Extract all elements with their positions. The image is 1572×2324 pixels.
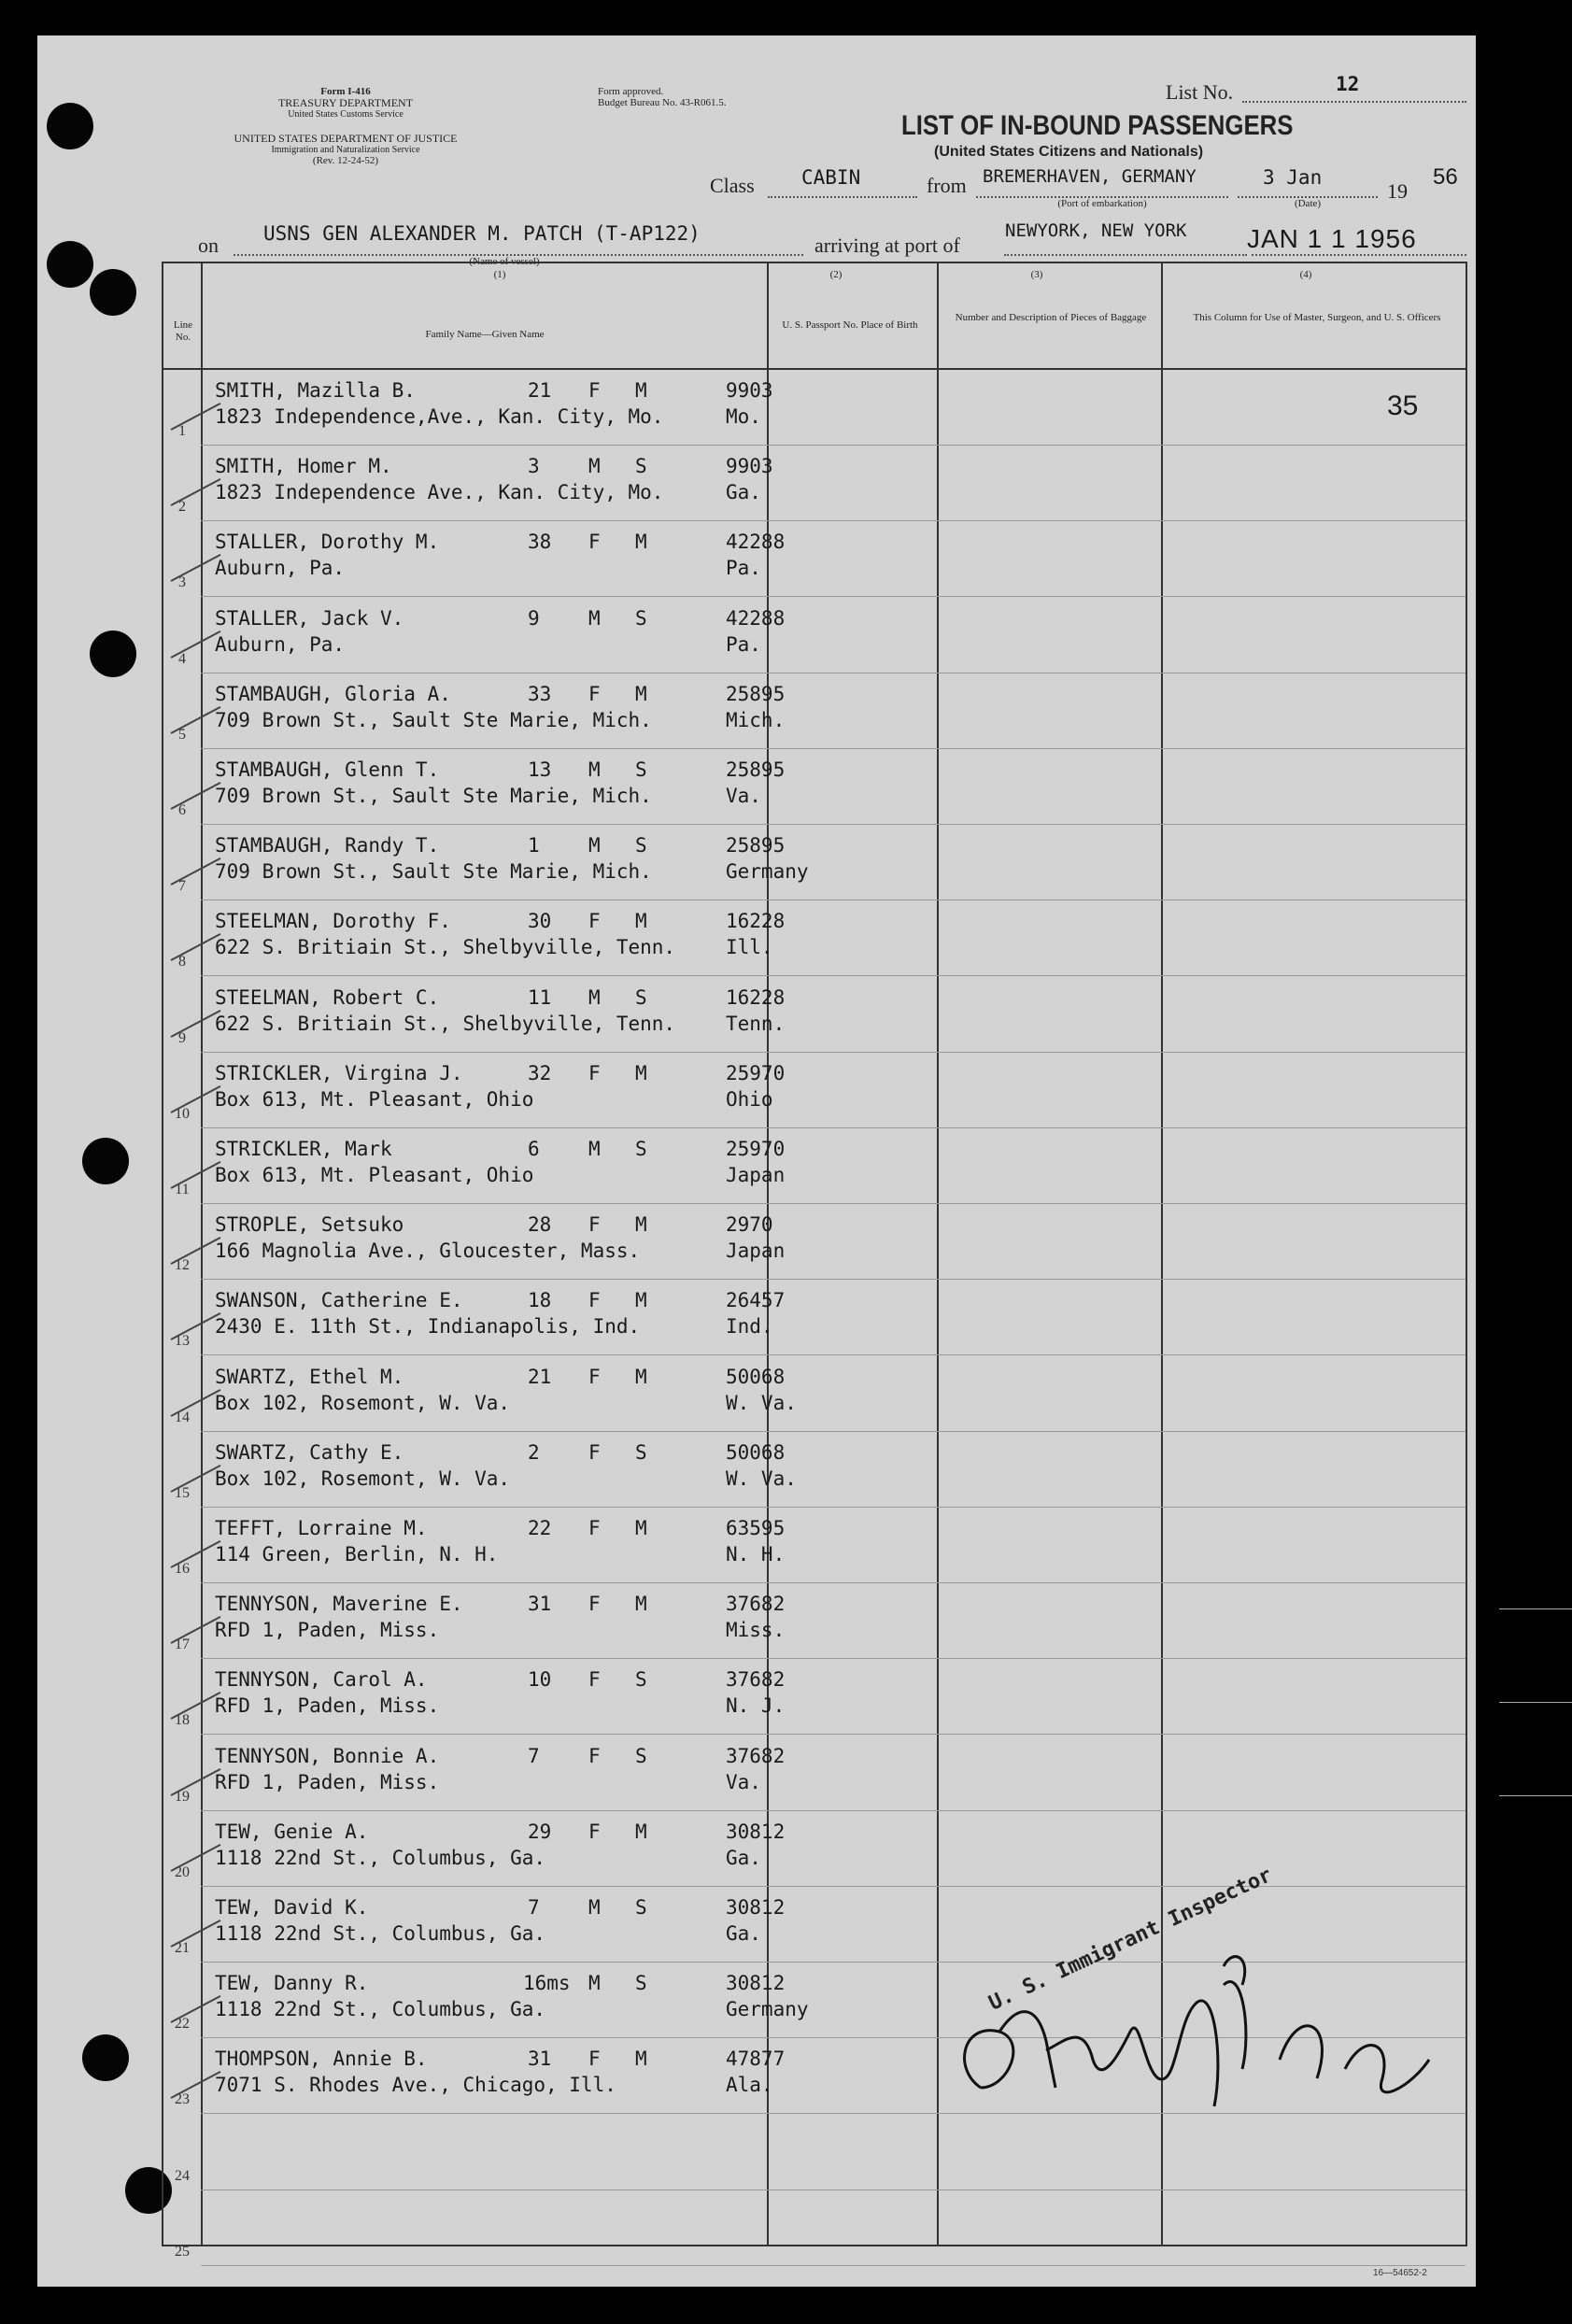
passport-number: 16228 [726,910,786,933]
passport-number: 30812 [726,1896,786,1919]
passenger-sex: F [588,1213,601,1237]
passenger-name: SMITH, Homer M. [215,455,392,478]
faint-mark [1499,1795,1572,1796]
passenger-name: STAMBAUGH, Glenn T. [215,758,440,781]
passenger-address: Box 102, Rosemont, W. Va. [215,1391,511,1414]
line-number: 14 [175,1409,190,1425]
table-row [163,446,1466,521]
line-number: 18 [175,1712,190,1729]
form-approved: Form approved. [598,86,664,97]
birthplace: Tenn. [726,1012,786,1035]
inspector-signature [943,1948,1466,2134]
passport-number: 50068 [726,1440,786,1464]
col-header-line: Line No. [173,319,193,343]
list-no-value: 12 [1336,73,1360,95]
arrival-date-stamp: JAN 1 1 1956 [1247,224,1417,253]
passenger-marital: M [635,2048,647,2071]
table-row [163,1204,1466,1280]
passenger-marital: M [635,379,647,402]
passport-number: 25895 [726,834,786,857]
passenger-marital: M [635,1289,647,1312]
table-row [163,370,1466,446]
passenger-sex: M [588,985,601,1009]
passenger-sex: M [588,1138,601,1160]
form-number: Form I-416 [320,86,371,97]
passenger-address: 622 S. Britiain St., Shelbyville, Tenn. [215,936,676,959]
arrival-line [1004,254,1247,256]
passenger-address: 1118 22nd St., Columbus, Ga. [215,1998,546,2021]
line-number: 4 [178,650,186,667]
passenger-marital: M [635,531,647,554]
passenger-name: STAMBAUGH, Gloria A. [215,682,451,705]
passport-number: 50068 [726,1365,786,1388]
arriving-label: arriving at port of [814,234,960,257]
passenger-age: 28 [528,1213,552,1237]
passenger-name: STROPLE, Setsuko [215,1213,404,1237]
birthplace: Ill. [726,936,773,959]
passenger-address: 2430 E. 11th St., Indianapolis, Ind. [215,1315,641,1339]
vessel-caption: (Name of vessel) [469,256,540,267]
col-header-officers: This Column for Use of Master, Surgeon, and U. S. Officers [1193,312,1441,323]
table-row [163,1432,1466,1508]
document-title: LIST OF IN-BOUND PASSENGERS [901,110,1294,141]
table-row [163,521,1466,597]
line-number: 1 [178,423,186,439]
passenger-marital: M [635,1820,647,1843]
birthplace: N. J. [726,1694,786,1718]
table-row [163,673,1466,749]
passenger-address: Auburn, Pa. [215,557,346,580]
caption-2: (2) [829,269,843,280]
list-no-label: List No. [1166,80,1234,104]
line-number: 8 [178,954,186,971]
justice-dept: UNITED STATES DEPARTMENT OF JUSTICE [234,132,458,145]
caption-1: (1) [493,269,506,280]
line-number: 19 [175,1788,190,1805]
passenger-age: 29 [528,1820,552,1843]
line-number: 25 [175,2243,190,2260]
line-number: 7 [178,878,186,895]
birthplace: Germany [726,1998,809,2021]
binder-hole [47,241,93,288]
table-row [163,749,1466,825]
birthplace: Ala. [726,2074,773,2097]
caption-4: (4) [1299,269,1312,280]
passenger-marital: M [635,1365,647,1388]
passenger-age: 9 [528,606,540,630]
passenger-name: SWARTZ, Cathy E. [215,1440,404,1464]
passenger-address: 1118 22nd St., Columbus, Ga. [215,1922,546,1945]
passenger-name: STEELMAN, Dorothy F. [215,910,451,933]
port-embark-caption: (Port of embarkation) [1057,198,1147,209]
passport-number: 25970 [726,1138,786,1160]
passenger-marital: S [635,1972,647,1995]
passenger-marital: S [635,1896,647,1919]
passenger-name: TEW, Genie A. [215,1820,369,1843]
from-label: from [927,174,967,197]
line-number: 15 [175,1484,190,1501]
binder-hole [82,1138,129,1184]
document-subtitle: (United States Citizens and Nationals) [934,144,1204,160]
line-number: 5 [178,726,186,743]
line-number: 23 [175,2091,190,2108]
line-number: 2 [178,499,186,516]
passport-number: 63595 [726,1517,786,1539]
passenger-name: STAMBAUGH, Randy T. [215,834,440,857]
passenger-name: STRICKLER, Virgina J. [215,1061,463,1084]
passenger-marital: S [635,1668,647,1692]
passenger-address: 709 Brown St., Sault Ste Marie, Mich. [215,860,652,884]
passenger-age: 31 [528,2048,552,2071]
passenger-sex: F [588,1517,601,1539]
passenger-age: 21 [528,1365,552,1388]
table-row [163,2190,1466,2266]
passenger-age: 11 [528,985,552,1009]
birthplace: W. Va. [726,1391,797,1414]
birthplace: Ind. [726,1315,773,1339]
passenger-sex: M [588,834,601,857]
passenger-age: 22 [528,1517,552,1539]
line-number: 22 [175,2016,190,2033]
passenger-marital: S [635,834,647,857]
passenger-name: TEW, Danny R. [215,1972,369,1995]
passenger-age: 38 [528,531,552,554]
class-line [768,196,917,198]
binder-hole [90,631,136,677]
passenger-age: 31 [528,1593,552,1616]
passenger-age: 10 [528,1668,552,1692]
passenger-sex: F [588,2048,601,2071]
passenger-address: 709 Brown St., Sault Ste Marie, Mich. [215,785,652,807]
col-header-baggage: Number and Description of Pieces of Baggage [955,312,1147,323]
passenger-age: 30 [528,910,552,933]
line-number: 11 [175,1182,190,1197]
passenger-age: 2 [528,1440,540,1464]
table-row [163,1053,1466,1128]
passenger-age: 7 [528,1896,540,1919]
binder-hole [47,103,93,149]
passenger-address: 622 S. Britiain St., Shelbyville, Tenn. [215,1012,676,1035]
printer-code: 16—54652-2 [1373,2268,1427,2278]
passport-number: 47877 [726,2048,786,2071]
passenger-address: RFD 1, Paden, Miss. [215,1619,440,1642]
birthplace: Va. [726,1770,761,1793]
table-row [163,1280,1466,1355]
line-number: 21 [175,1940,190,1956]
treasury-dept: TREASURY DEPARTMENT [277,96,414,109]
passport-number: 30812 [726,1820,786,1843]
passport-number: 37682 [726,1744,786,1767]
passenger-age: 18 [528,1289,552,1312]
table-row [163,1508,1466,1583]
passenger-name: SWARTZ, Ethel M. [215,1365,404,1388]
line-number: 3 [178,574,186,591]
binder-hole [82,2034,129,2081]
passenger-sex: F [588,910,601,933]
passenger-address: Box 613, Mt. Pleasant, Ohio [215,1087,534,1111]
passenger-sex: F [588,1744,601,1767]
table-row [163,1583,1466,1659]
passport-number: 9903 [726,455,773,478]
birthplace: Ohio [726,1087,773,1111]
passport-number: 9903 [726,379,773,402]
binder-hole [90,269,136,316]
line-number: 10 [175,1105,190,1122]
passenger-age: 3 [528,455,540,478]
birthplace: Va. [726,785,761,807]
on-label: on [198,234,219,257]
officer-annotation: 35 [1387,390,1419,421]
passenger-sex: F [588,1593,601,1616]
passenger-marital: S [635,1138,647,1160]
passenger-sex: M [588,455,601,478]
year-prefix: 19 [1387,179,1408,203]
passenger-address: RFD 1, Paden, Miss. [215,1694,440,1718]
passenger-address: 1823 Independence Ave., Kan. City, Mo. [215,481,664,504]
passport-number: 42288 [726,531,786,554]
arrival-port: NEWYORK, NEW YORK [1005,220,1187,241]
passenger-age: 33 [528,682,552,705]
table-row [163,598,1466,673]
table-row [163,977,1466,1053]
passenger-address: RFD 1, Paden, Miss. [215,1770,440,1793]
passenger-marital: M [635,1593,647,1616]
passenger-sex: F [588,1820,601,1843]
passenger-marital: M [635,1213,647,1237]
passport-number: 37682 [726,1593,786,1616]
passport-number: 25895 [726,682,786,705]
passenger-address: 709 Brown St., Sault Ste Marie, Mich. [215,708,652,731]
row-separator [201,2265,1466,2266]
passenger-age: 6 [528,1138,540,1160]
birthplace: Pa. [726,632,761,656]
passenger-marital: M [635,1517,647,1539]
line-number: 17 [175,1637,190,1653]
birthplace: Miss. [726,1619,786,1642]
passenger-sex: F [588,1365,601,1388]
line-number: 9 [178,1029,186,1046]
caption-3: (3) [1030,269,1043,280]
faint-mark [1499,1702,1572,1703]
budget-bureau: Budget Bureau No. 43-R061.5. [598,97,727,108]
passenger-age: 1 [528,834,540,857]
col-header-passport: U. S. Passport No. Place of Birth [782,319,918,331]
passenger-name: TENNYSON, Carol A. [215,1668,428,1692]
passenger-marital: S [635,758,647,781]
passenger-age: 13 [528,758,552,781]
passenger-address: Auburn, Pa. [215,632,346,656]
passenger-address: Box 613, Mt. Pleasant, Ohio [215,1164,534,1186]
passenger-name: TENNYSON, Bonnie A. [215,1744,440,1767]
passenger-address: Box 102, Rosemont, W. Va. [215,1467,511,1490]
passenger-sex: M [588,606,601,630]
passport-number: 25895 [726,758,786,781]
birthplace: Pa. [726,557,761,580]
birthplace: Ga. [726,1846,761,1869]
table-row [163,1356,1466,1432]
passenger-sex: F [588,682,601,705]
passenger-sex: F [588,1061,601,1084]
table-row [163,1736,1466,1811]
passenger-marital: S [635,985,647,1009]
passenger-sex: M [588,1896,601,1919]
passenger-name: TEW, David K. [215,1896,369,1919]
customs-service: United States Customs Service [288,109,404,120]
faint-mark [1499,1608,1572,1609]
passport-number: 42288 [726,606,786,630]
passenger-marital: M [635,682,647,705]
passenger-marital: S [635,606,647,630]
passenger-sex: M [588,1972,601,1995]
revision-date: (Rev. 12-24-52) [312,155,379,166]
col-header-name: Family Name—Given Name [425,329,545,340]
class-label: Class [710,174,755,197]
ins-service: Immigration and Naturalization Service [271,145,420,155]
table-row [163,1128,1466,1204]
passenger-address: 114 Green, Berlin, N. H. [215,1543,499,1566]
passenger-name: TENNYSON, Maverine E. [215,1593,463,1616]
passenger-name: STEELMAN, Robert C. [215,985,440,1009]
passenger-name: SMITH, Mazilla B. [215,379,416,402]
line-number: 12 [175,1257,190,1274]
list-no-line [1242,101,1466,103]
passenger-sex: F [588,379,601,402]
birthplace: Ga. [726,1922,761,1945]
class-value: CABIN [801,166,861,189]
from-value: BREMERHAVEN, GERMANY [983,166,1197,187]
table-row [163,1659,1466,1735]
passport-number: 25970 [726,1061,786,1084]
table-row [163,825,1466,900]
passenger-marital: S [635,1440,647,1464]
passenger-address: 166 Magnolia Ave., Gloucester, Mass. [215,1240,641,1263]
passport-number: 2970 [726,1213,773,1237]
passenger-name: STRICKLER, Mark [215,1138,392,1160]
birthplace: W. Va. [726,1467,797,1490]
passenger-sex: F [588,1668,601,1692]
date-caption: (Date) [1294,198,1322,209]
passenger-age: 16ms [523,1972,571,1995]
passenger-name: STALLER, Jack V. [215,606,404,630]
passenger-age: 7 [528,1744,540,1767]
passenger-age: 32 [528,1061,552,1084]
birthplace: N. H. [726,1543,786,1566]
passenger-name: THOMPSON, Annie B. [215,2048,428,2071]
passenger-sex: M [588,758,601,781]
birthplace: Mich. [726,708,786,731]
passenger-name: SWANSON, Catherine E. [215,1289,463,1312]
vessel-name: USNS GEN ALEXANDER M. PATCH (T-AP122) [263,222,701,245]
passenger-sex: F [588,1289,601,1312]
inspector-stamp: U. S. Immigrant Inspector [985,1863,1276,2016]
passenger-sex: F [588,1440,601,1464]
year-suffix: 56 [1433,164,1458,190]
passport-number: 30812 [726,1972,786,1995]
line-number: 24 [175,2167,190,2184]
birthplace: Japan [726,1164,786,1186]
line-number: 16 [175,1561,190,1577]
passenger-marital: S [635,1744,647,1767]
passenger-name: STALLER, Dorothy M. [215,531,440,554]
line-number: 6 [178,802,186,818]
passenger-sex: F [588,531,601,554]
birthplace: Mo. [726,405,761,428]
birthplace: Ga. [726,481,761,504]
passenger-marital: M [635,910,647,933]
birthplace: Japan [726,1240,786,1263]
passenger-address: 1118 22nd St., Columbus, Ga. [215,1846,546,1869]
line-number: 20 [175,1863,190,1880]
passenger-name: TEFFT, Lorraine M. [215,1517,428,1539]
passenger-address: 7071 S. Rhodes Ave., Chicago, Ill. [215,2074,616,2097]
passenger-address: 1823 Independence,Ave., Kan. City, Mo. [215,405,664,428]
date-value: 3 Jan [1263,166,1323,189]
passenger-marital: M [635,1061,647,1084]
passenger-marital: S [635,455,647,478]
passport-number: 26457 [726,1289,786,1312]
arrival-date-line [1252,254,1466,256]
passenger-age: 21 [528,379,552,402]
line-number: 13 [175,1333,190,1350]
passport-number: 16228 [726,985,786,1009]
passport-number: 37682 [726,1668,786,1692]
birthplace: Germany [726,860,809,884]
table-row [163,900,1466,976]
